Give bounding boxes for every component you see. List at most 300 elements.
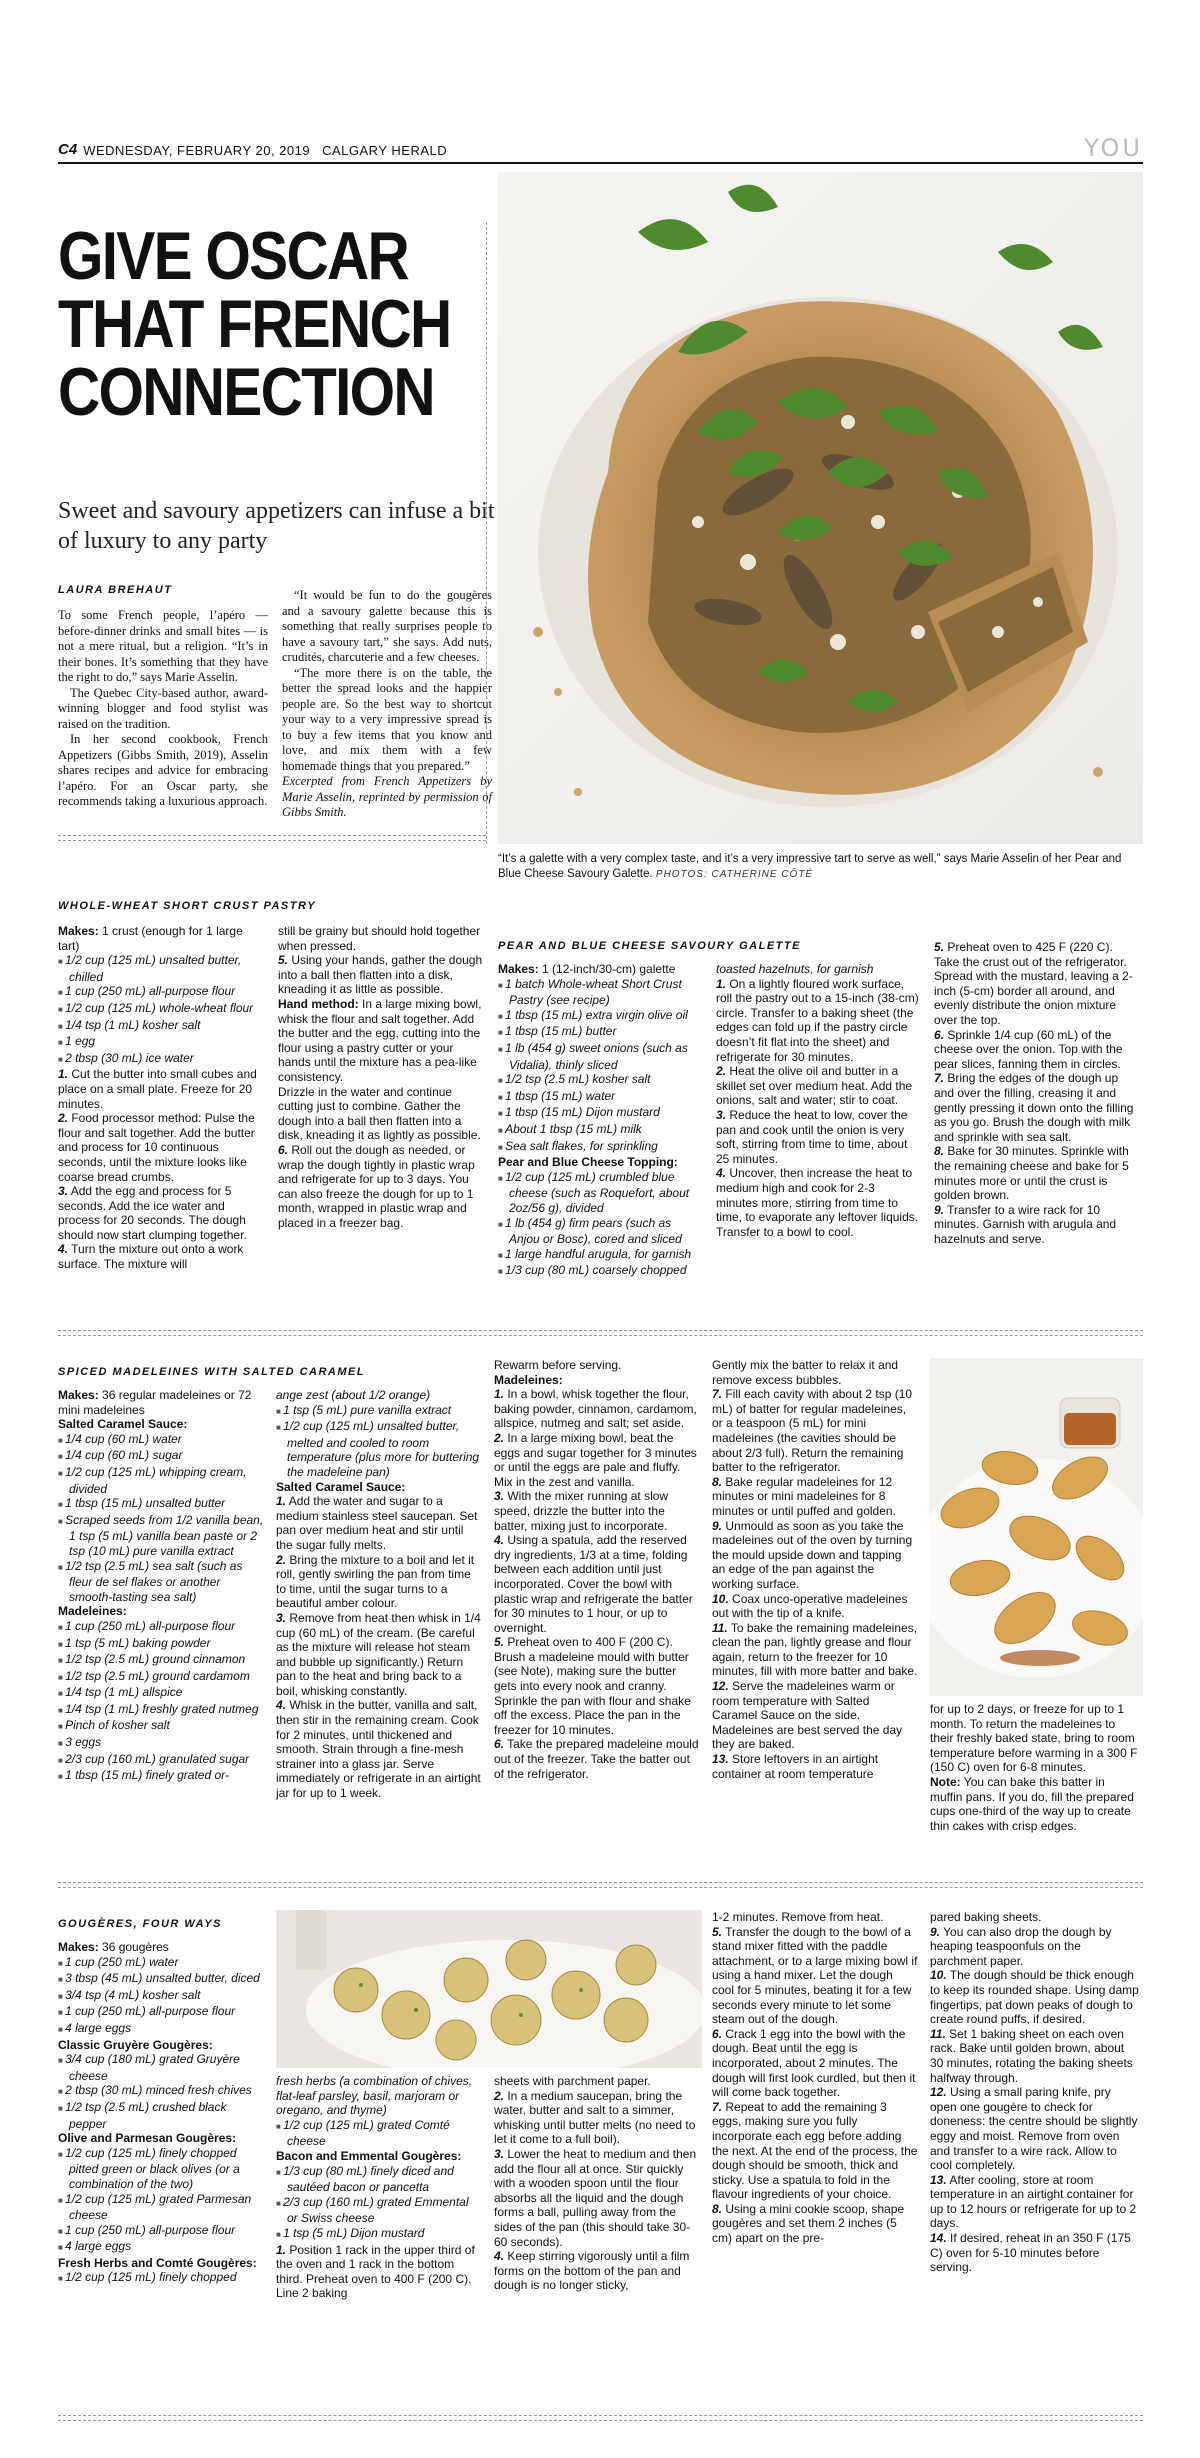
method-step (712, 1519, 918, 1592)
intro-paragraph: To some French people, l’apéro — before-dinner drinks and small bites — is not a mere ritual, but a religion. “It’s in their bones. It’s something that they have the right to do,” says Marie Asselin. (58, 608, 268, 684)
step-number: 1. (494, 1387, 505, 1402)
method-step (934, 1028, 1140, 1072)
recipe-paragraph (494, 1373, 700, 1388)
intro-paragraph: “The more there is on the table, the better the spread looks and the happier people are. So the best way to shortcut your way to a very impressive spread is to buy a few items that you know and love, and mix them with a few homemade things that you prepared.” (282, 665, 492, 773)
method-step (712, 1475, 918, 1519)
step-text: In a large mixing bowl, beat the eggs and sugar together for 3 minutes or until the eggs are pale and fluffy. Mix in the zest and vanilla. (494, 1430, 697, 1489)
ingredient-text: 1 large handful arugula, for garnish (505, 1246, 692, 1261)
recipe-subhead: Makes: (498, 962, 539, 976)
recipe-subhead: Salted Caramel Sauce: (276, 1479, 406, 1494)
step-number: 6. (712, 2026, 723, 2041)
ingredient-text: 1/2 cup (125 mL) finely chopped (65, 2270, 237, 2285)
ingredient-text: 1 tsp (5 mL) baking powder (65, 1635, 211, 1650)
galette-photo (498, 172, 1143, 844)
method-step (930, 2085, 1140, 2173)
step-number: 4. (494, 1533, 505, 1548)
recipe-paragraph (58, 924, 263, 953)
method-step (712, 1387, 918, 1475)
step-text: The dough should be thick enough to keep its rounded shape. Using damp fingertips, pat down peaks of dough to create round puffs, if desired. (930, 1968, 1139, 2027)
recipe-paragraph (712, 1358, 918, 1387)
recipe-text: Rewarm before serving. (494, 1358, 622, 1372)
recipe-paragraph (498, 1155, 702, 1170)
recipe-text: Drizzle in the water and continue cutting just to combine. Gather the dough into a ball then flatten into a disk, kneading it as lightly as possible. (278, 1084, 481, 1143)
method-step (716, 1064, 920, 1108)
excerpt-credit: Excerpted from French Appetizers by Marie Asselin, reprinted by permission of Gibbs Smith. (282, 774, 492, 819)
ingredient-item (58, 1735, 264, 1752)
ingredient-text: 1/4 cup (60 mL) sugar (65, 1448, 183, 1463)
method-step (494, 2147, 700, 2249)
recipe-title-gougeres: GOUGÈRES, FOUR WAYS (58, 1918, 222, 1930)
ingredient-text: 3/4 tsp (4 mL) kosher salt (65, 1987, 201, 2002)
step-text: Food processor method: Pulse the flour and salt together. Add the butter and process for 10 continuous seconds, until the mixture looks like coarse bread crumbs. (58, 1111, 255, 1184)
madeleines-column-5 (930, 1702, 1140, 1833)
recipe-paragraph (716, 962, 920, 977)
issue-date: WEDNESDAY, FEBRUARY 20, 2019 (83, 143, 311, 158)
ingredient-text: 1 batch Whole-wheat Short Crust Pastry (see recipe) (505, 976, 682, 1008)
ingredient-text: 1 tbsp (15 mL) extra virgin olive oil (505, 1007, 688, 1022)
recipe-subhead: Salted Caramel Sauce: (58, 1417, 188, 1432)
step-text: Add the egg and process for 5 seconds. Add the ice water and process for 20 seconds. The dough should now start clumping together. (58, 1184, 247, 1242)
ingredient-item (58, 984, 263, 1001)
ingredient-text: 1 cup (250 mL) all-purpose flour (65, 1618, 236, 1633)
step-text: Coax unco-operative madeleines out with the tip of a knife. (712, 1591, 908, 1621)
ingredient-item (58, 1685, 264, 1702)
ingredient-text: 4 large eggs (65, 2020, 132, 2035)
step-text: If desired, reheat in an 350 F (175 C) oven for 5-10 minutes before serving. (930, 2231, 1131, 2275)
method-step (716, 1108, 920, 1166)
ingredient-text: 1/2 tsp (2.5 mL) ground cardamom (65, 1668, 250, 1683)
ingredient-text: 1/4 tsp (1 mL) kosher salt (65, 1017, 201, 1032)
method-step (930, 1925, 1140, 1969)
step-number: 5. (934, 940, 945, 954)
ingredient-text: 3 eggs (65, 1735, 102, 1750)
photo-caption (498, 852, 1143, 882)
recipe-subhead: Makes: (58, 924, 99, 938)
method-step (712, 1592, 918, 1621)
recipe-subhead: Hand method: (278, 996, 359, 1011)
ingredient-text: 1/3 cup (80 mL) finely diced and sautéed bacon or pancetta (283, 2163, 454, 2195)
recipe-text: 1 (12-inch/30-cm) galette (538, 962, 676, 976)
step-text: Uncover, then increase the heat to medium high and cook for 2-3 minutes more, stirring from time to time, to evaporate any leftover liquids. Transfer to a bowl to cool. (716, 1166, 919, 1239)
ingredient-text: 2 tbsp (30 mL) minced fresh chives (65, 2083, 252, 2098)
step-number: 1. (716, 976, 727, 991)
recipe-text: still be grainy but should hold together when pressed. (278, 924, 481, 953)
recipe-title-madeleines: SPICED MADELEINES WITH SALTED CARAMEL (58, 1366, 366, 1378)
step-text: Repeat to add the remaining 3 eggs, making sure you fully incorporate each egg before adding the next. At the end of the process, the dough should be smooth, thick and sticky. Use a spatula to fold in the flavour ingredients of your choice. (712, 2099, 918, 2202)
step-number: 8. (712, 1474, 723, 1489)
ingredient-text: Scraped seeds from 1/2 vanilla bean, 1 tsp (5 mL) vanilla bean paste or 2 tsp (10 mL) pure vanilla extract (65, 1512, 264, 1558)
step-number: 7. (712, 2099, 723, 2114)
section-divider (58, 2415, 1143, 2421)
ingredient-item (498, 1041, 702, 1072)
ingredient-item (58, 1001, 263, 1018)
ingredient-item (498, 1024, 702, 1041)
ingredient-item (58, 1636, 264, 1653)
gougeres-column-5 (930, 1910, 1140, 2275)
step-number: 4. (276, 1698, 287, 1713)
ingredient-text: 1/2 cup (125 mL) unsalted butter, chilled (65, 953, 242, 984)
method-step (934, 1203, 1140, 1247)
newspaper-page (58, 134, 1143, 2440)
section-divider (58, 1330, 1143, 1336)
ingredient-text: 1/2 tsp (2.5 mL) kosher salt (505, 1072, 651, 1087)
recipe-subhead: Makes: (58, 1940, 99, 1954)
step-number: 5. (278, 953, 289, 968)
ingredient-text: 1/2 cup (125 mL) grated Comté cheese (283, 2117, 450, 2149)
method-step (712, 1679, 918, 1752)
ingredient-item (58, 1448, 264, 1465)
step-number: 12. (712, 1679, 729, 1694)
recipe-paragraph (278, 997, 483, 1085)
ingredient-item (58, 2223, 263, 2240)
step-number: 4. (58, 1242, 69, 1257)
recipe-subhead: Classic Gruyère Gougères: (58, 2037, 213, 2052)
ingredient-text: 1 lb (454 g) sweet onions (such as Vidalia), thinly sliced (505, 1040, 688, 1072)
recipe-subhead: Note: (930, 1774, 961, 1789)
method-step (930, 2173, 1140, 2231)
ingredient-text: 1 tsp (5 mL) pure vanilla extract (283, 1402, 452, 1417)
method-step (716, 977, 920, 1065)
ingredient-text: About 1 tbsp (15 mL) milk (505, 1121, 642, 1136)
step-number: 7. (712, 1387, 723, 1402)
recipe-subhead: Makes: (58, 1388, 99, 1402)
step-number: 2. (716, 1064, 727, 1079)
step-text: Preheat oven to 400 F (200 C). Brush a madeleine mould with butter (see Note), making sure the butter gets into every nook and cranny. Sprinkle the pan with flour and shake off the excess. Place the pan in the freezer for 10 minutes. (494, 1635, 691, 1737)
step-number: 13. (712, 1752, 729, 1767)
ingredient-item (498, 1122, 702, 1139)
ingredient-text: 1 tbsp (15 mL) unsalted butter (65, 1496, 226, 1511)
ingredient-item (276, 2195, 482, 2226)
column-rule (486, 222, 487, 844)
gougeres-illustration (276, 1910, 702, 2068)
ingredient-text: 1 tbsp (15 mL) water (505, 1088, 616, 1103)
ingredient-text: 4 large eggs (65, 2239, 132, 2254)
ingredient-item (58, 1513, 264, 1559)
step-number: 1. (276, 1494, 287, 1509)
recipe-paragraph (712, 1910, 918, 1925)
step-number: 9. (930, 1924, 941, 1939)
ingredient-item (58, 2192, 263, 2223)
step-text: Whisk in the butter, vanilla and salt, then stir in the remaining cream. Cook for 2 minutes, until thickened and smooth. Strain through a fine-mesh strainer into a glass jar. Serve immediately or refrigerate in an airtight jar for up to 1 week. (276, 1698, 481, 1801)
recipe-paragraph (930, 1910, 1140, 1925)
recipe-paragraph (58, 1417, 264, 1432)
step-text: Turn the mixture out onto a work surface. The mixture will (58, 1242, 244, 1272)
page-number: C4 (58, 141, 78, 158)
step-text: Set 1 baking sheet on each oven rack. Bake until golden brown, about 30 minutes, rotating the baking sheets halfway through. (930, 2026, 1133, 2085)
step-text: Serve the madeleines warm or room temperature with Salted Caramel Sauce on the side. Madeleines are best served the day they are baked. (712, 1679, 903, 1752)
ingredient-item (58, 1669, 264, 1686)
step-number: 10. (712, 1591, 729, 1606)
step-number: 11. (712, 1620, 728, 1635)
step-number: 8. (712, 2201, 723, 2216)
ingredient-item (498, 1263, 702, 1280)
section-divider (58, 1882, 1143, 1888)
step-text: Fill each cavity with about 2 tsp (10 mL) of batter for regular madeleines, or a teaspoon (5 mL) for mini madeleines (the cavities should be about 2/3 full). Return the remaining batter to the refrigerator. (712, 1387, 913, 1475)
madeleines-illustration (930, 1358, 1143, 1696)
step-text: Keep stirring vigorously until a film forms on the bottom of the pan and dough is no longer sticky, (494, 2249, 690, 2293)
method-step (712, 1925, 918, 2027)
step-text: Add the water and sugar to a medium stainless steel saucepan. Set pan over medium heat and stir until the sugar fully melts. (276, 1494, 478, 1552)
recipe-text: You can bake this batter in muffin pans. If you do, fill the prepared cups one-third of the way up to create thin cakes with crisp edges. (930, 1774, 1134, 1833)
ingredient-text: 1 cup (250 mL) all-purpose flour (65, 984, 236, 999)
folio-bar (58, 134, 1143, 164)
recipe-paragraph (58, 1604, 264, 1619)
ingredient-text: 1 tbsp (15 mL) butter (505, 1024, 617, 1039)
method-step (712, 2100, 918, 2202)
step-text: Using a mini cookie scoop, shape gougères and set them 2 inches (5 cm) apart on the pre- (712, 2201, 905, 2246)
ingredient-item (58, 2052, 263, 2083)
ingredient-text: 1/2 cup (125 mL) unsalted butter, melted and cooled to room temperature (plus more for buttering the madeleine pan) (283, 1419, 480, 1479)
method-step (276, 1553, 482, 1611)
ingredient-text: Sea salt flakes, for sprinkling (505, 1138, 658, 1153)
recipe-subhead: Pear and Blue Cheese Topping: (498, 1155, 678, 1170)
step-text: Take the prepared madeleine mould out of the freezer. Take the batter out of the refrigerator. (494, 1737, 699, 1781)
step-text: Bake regular madeleines for 12 minutes or mini madeleines for 8 minutes or until puffed and golden. (712, 1474, 896, 1518)
method-step (276, 1698, 482, 1800)
ingredient-text: 1/2 cup (125 mL) whipping cream, divided (65, 1464, 247, 1496)
headline-line: CONNECTION (58, 354, 434, 430)
ingredient-text: 2 tbsp (30 mL) ice water (65, 1050, 194, 1065)
method-step (494, 1489, 700, 1533)
ingredient-item (58, 1752, 264, 1769)
ingredient-item (276, 2164, 482, 2195)
method-step (934, 1071, 1140, 1144)
ingredient-text: 2/3 cup (160 mL) grated Emmental or Swiss cheese (283, 2194, 469, 2226)
recipe-paragraph (930, 1702, 1140, 1775)
ingredient-text: 1 cup (250 mL) water (65, 1954, 179, 1969)
ingredient-text: Pinch of kosher salt (65, 1718, 170, 1733)
ingredient-item (498, 1105, 702, 1122)
step-text: Bake for 30 minutes. Sprinkle with the remaining cheese and bake for 5 minutes more or until the crust is golden brown. (934, 1144, 1129, 1203)
method-step (58, 1111, 263, 1184)
step-text: Crack 1 egg into the bowl with the dough. Beat until the egg is incorporated, about 2 minutes. The dough will first look curdled, but then it will come back together. (712, 2026, 916, 2100)
step-text: Using a spatula, add the reserved dry ingredients, 1/3 at a time, folding between each addition until just incorporated. Cover the bowl with plastic wrap and refrigerate the batter for 30 minutes to 1 hour, or up to overnight. (494, 1533, 693, 1635)
step-number: 12. (930, 2085, 947, 2100)
ingredient-text: 1 tbsp (15 mL) Dijon mustard (505, 1105, 660, 1120)
recipe-text: toasted hazelnuts, for garnish (716, 962, 874, 976)
ingredient-text: 1/2 cup (125 mL) grated Parmesan cheese (65, 2191, 252, 2223)
step-number: 1. (276, 2242, 287, 2257)
ingredient-text: 1 egg (65, 1034, 96, 1049)
photo-credit: PHOTOS: CATHERINE CÔTÉ (655, 869, 814, 880)
step-number: 13. (930, 2172, 947, 2187)
galette-column-1 (498, 962, 702, 1280)
ingredient-item (58, 1465, 264, 1496)
ingredient-item (58, 2021, 263, 2038)
ingredient-item (498, 977, 702, 1008)
recipe-text: Gently mix the batter to relax it and remove excess bubbles. (712, 1358, 899, 1387)
method-step (494, 1635, 700, 1737)
ingredient-item (58, 1559, 264, 1605)
ingredient-text: 1/4 tsp (1 mL) freshly grated nutmeg (65, 1701, 259, 1716)
ingredient-text: 1 tsp (5 mL) Dijon mustard (283, 2225, 425, 2240)
ingredient-text: 1/2 cup (125 mL) crumbled blue cheese (such as Roquefort, about 2oz/56 g), divided (505, 1169, 690, 1215)
step-text: On a lightly floured work surface, roll the pastry out to a 15-inch (38-cm) circle. Transfer to a baking sheet (the edges can fold up if the pastry circle doesn’t fit flat into the sheet) and refrigerate for 30 minutes. (716, 976, 919, 1064)
gougeres-column-4 (712, 1910, 918, 2246)
step-number: 1. (58, 1067, 69, 1082)
ingredient-item (58, 1988, 263, 2005)
intro-column-2 (282, 588, 492, 821)
recipe-subhead: Madeleines: (494, 1372, 563, 1387)
ingredient-item (276, 1419, 482, 1479)
byline: LAURA BREHAUT (58, 584, 173, 596)
step-text: After cooling, store at room temperature in an airtight container for up to 12 hours or refrigerate for up to 2 days. (930, 2172, 1137, 2231)
ingredient-text: 1/3 cup (80 mL) coarsely chopped (505, 1263, 687, 1278)
headline-line: GIVE OSCAR (58, 218, 408, 294)
method-step (934, 940, 1140, 1028)
ingredient-item (58, 1971, 263, 1988)
ingredient-item (58, 1034, 263, 1051)
gougeres-column-1 (58, 1940, 263, 2287)
ingredient-text: 1/2 tsp (2.5 mL) ground cinnamon (65, 1652, 246, 1667)
madeleines-column-1 (58, 1388, 264, 1785)
ingredient-item (498, 1008, 702, 1025)
ingredient-item (58, 2146, 263, 2192)
ingredient-item (58, 1051, 263, 1068)
method-step (712, 1752, 918, 1781)
headline-line: THAT FRENCH (58, 286, 451, 362)
galette-column-3 (934, 940, 1140, 1246)
ingredient-item (276, 2226, 482, 2243)
recipe-paragraph (494, 1358, 700, 1373)
ingredient-item (58, 2004, 263, 2021)
recipe-paragraph (276, 1480, 482, 1495)
method-step (276, 1494, 482, 1552)
section-divider (58, 835, 486, 841)
recipe-text: fresh herbs (a combination of chives, flat-leaf parsley, basil, marjoram or oregano, and thyme) (276, 2074, 473, 2118)
madeleines-column-4 (712, 1358, 918, 1781)
ingredient-item (498, 1216, 702, 1247)
step-text: Transfer the dough to the bowl of a stand mixer fitted with the paddle attachment, or to a large mixing bowl if using a hand mixer. Let the dough cool for 5 minutes, beating it for a few seconds every minute to let some steam out of the dough. (712, 1924, 918, 2027)
ingredient-item (58, 2083, 263, 2100)
deck: Sweet and savoury appetizers can infuse a bit of luxury to any party (58, 498, 495, 554)
ingredient-text: 1 tbsp (15 mL) finely grated or- (65, 1768, 229, 1783)
step-text: Position 1 rack in the upper third of the oven and 1 rack in the bottom third. Preheat oven to 400 F (200 C). Line 2 baking (276, 2242, 475, 2301)
recipe-paragraph (276, 2074, 482, 2118)
step-text: Roll out the dough as needed, or wrap the dough tightly in plastic wrap and refrigerate for up to 3 days. You can also freeze the dough for up to 1 month, wrapped in plastic wrap and placed in a freezer bag. (278, 1142, 475, 1230)
headline (58, 218, 451, 430)
step-number: 11. (930, 2026, 946, 2041)
step-number: 5. (712, 1924, 723, 1939)
method-step (58, 1184, 263, 1242)
step-number: 3. (276, 1610, 287, 1625)
crust-column-1 (58, 924, 263, 1272)
ingredient-item (58, 1768, 264, 1785)
step-text: You can also drop the dough by heaping teaspoonfuls on the parchment paper. (930, 1924, 1112, 1968)
step-text: Bring the mixture to a boil and let it roll, gently swirling the pan from time to time, until the sugar turns to a beautiful amber colour. (276, 1552, 475, 1611)
step-number: 6. (934, 1027, 945, 1042)
method-step (276, 1611, 482, 1699)
step-text: Reduce the heat to low, cover the pan and cook until the onion is very soft, stirring from time to time, about 25 minutes. (716, 1107, 908, 1166)
ingredient-text: 1/2 cup (125 mL) finely chopped pitted green or black olives (or a combination of the two) (65, 2145, 240, 2191)
caption-text: “It’s a galette with a very complex taste, and it’s a very impressive tart to serve as well,” says Marie Asselin of her Pear and Blue Cheese Savoury Galette. (498, 853, 1122, 880)
ingredient-item (58, 2239, 263, 2256)
step-number: 3. (494, 2146, 505, 2161)
step-text: Heat the olive oil and butter in a skillet set over medium heat. Add the onions, salt and water; stir to coat. (716, 1064, 913, 1108)
step-number: 14. (930, 2231, 947, 2246)
paper-name: CALGARY HERALD (322, 143, 448, 158)
recipe-subhead: Madeleines: (58, 1604, 127, 1619)
recipe-text: 1-2 minutes. Remove from heat. (712, 1910, 884, 1924)
step-number: 9. (934, 1202, 945, 1217)
method-step (494, 2089, 700, 2147)
recipe-paragraph (58, 2131, 263, 2146)
ingredient-item (58, 1718, 264, 1735)
recipe-paragraph (58, 2256, 263, 2271)
recipe-paragraph (58, 1940, 263, 1955)
ingredient-text: 1/2 cup (125 mL) whole-wheat flour (65, 1000, 254, 1015)
step-number: 2. (58, 1111, 69, 1126)
step-number: 2. (494, 1430, 505, 1445)
ingredient-text: 1 cup (250 mL) all-purpose flour (65, 2222, 236, 2237)
recipe-text: ange zest (about 1/2 orange) (276, 1388, 431, 1402)
ingredient-item (58, 1702, 264, 1719)
intro-paragraph: In her second cookbook, French Appetizers (Gibbs Smith, 2019), Asselin shares recipes and advice for embracing l’apéro. For an Oscar party, she recommends taking a luxurious approach. (58, 732, 268, 808)
step-number: 5. (494, 1635, 505, 1650)
recipe-subhead: Bacon and Emmental Gougères: (276, 2148, 462, 2163)
ingredient-item (58, 1496, 264, 1513)
method-step (712, 1621, 918, 1679)
method-step (494, 2249, 700, 2293)
ingredient-text: 1 lb (454 g) firm pears (such as Anjou or Bosc), cored and sliced (505, 1215, 682, 1247)
recipe-paragraph (494, 2074, 700, 2089)
step-text: Transfer to a wire rack for 10 minutes. Garnish with arugula and hazelnuts and serve. (934, 1202, 1117, 1246)
recipe-title-crust: WHOLE-WHEAT SHORT CRUST PASTRY (58, 900, 317, 912)
method-step (278, 953, 483, 997)
ingredient-text: 1/4 tsp (1 mL) allspice (65, 1685, 183, 1700)
galette-illustration (498, 172, 1143, 844)
ingredient-item (498, 1139, 702, 1156)
ingredient-item (58, 1432, 264, 1449)
step-number: 3. (494, 1489, 505, 1504)
recipe-text: In a large mixing bowl, whisk the flour and salt together. Add the butter and the egg, cutting into the flour using a pastry cutter or your hands until the mixture has a pea-like consistency. (278, 996, 482, 1084)
ingredient-item (498, 1089, 702, 1106)
step-number: 8. (934, 1144, 945, 1159)
ingredient-item (498, 1247, 702, 1264)
ingredient-text: 2/3 cup (160 mL) granulated sugar (65, 1751, 250, 1766)
step-text: In a medium saucepan, bring the water, butter and salt to a simmer, whisking until butter melts (no need to let it come to a full boil). (494, 2088, 696, 2147)
madeleines-photo (930, 1358, 1143, 1696)
recipe-paragraph (58, 2038, 263, 2053)
method-step (278, 1143, 483, 1231)
step-number: 7. (934, 1071, 945, 1086)
step-number: 6. (278, 1142, 289, 1157)
recipe-text: 36 regular madeleines or 72 mini madeleines (58, 1388, 252, 1417)
method-step (58, 1242, 263, 1271)
method-step (712, 2027, 918, 2100)
section-name: YOU (1084, 134, 1143, 162)
method-step (934, 1144, 1140, 1202)
step-number: 2. (276, 1552, 287, 1567)
recipe-title-galette: PEAR AND BLUE CHEESE SAVOURY GALETTE (498, 940, 801, 952)
recipe-text: pared baking sheets. (930, 1910, 1042, 1924)
recipe-paragraph (278, 1085, 483, 1143)
recipe-paragraph (278, 924, 483, 953)
ingredient-item (58, 953, 263, 984)
method-step (494, 1737, 700, 1781)
ingredient-item (498, 1072, 702, 1089)
galette-column-2 (716, 962, 920, 1239)
gougeres-column-3 (494, 2074, 700, 2293)
intro-column-1 (58, 608, 268, 810)
ingredient-text: 1/2 tsp (2.5 mL) crushed black pepper (65, 2099, 227, 2131)
method-step (930, 2231, 1140, 2275)
step-text: Store leftovers in an airtight container at room temperature (712, 1752, 879, 1781)
step-number: 3. (716, 1107, 727, 1122)
method-step (716, 1166, 920, 1239)
step-number: 4. (716, 1166, 727, 1181)
step-text: Using your hands, gather the dough into a ball then flatten into a disk, kneading it as little as possible. (278, 953, 483, 997)
